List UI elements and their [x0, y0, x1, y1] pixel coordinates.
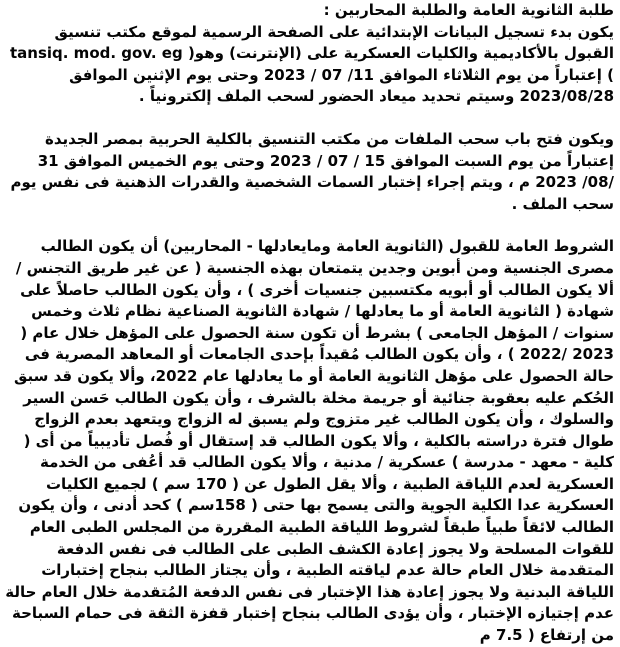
paragraph-spacer — [4, 108, 614, 129]
paragraph-registration: طلبة الثانوية العامة والطلبة المحاربين : يكون بدء تسجيل البيانات الإبتدائية على الصفحة الرسمية لموقع مكتب تنسيق القبول بالأكاديمية والكليات العسكرية على (الإنترنت) وهو( tansiq. mod. gov. eg ) إعتباراً من يوم الثلاثاء الموافق 11/ 07 / 2023 وحتى يوم الإثنين الموافق 2023/08/28 وسيتم تحديد ميعاد الحضور لسحب الملف إلكترونياً . — [9, 1, 614, 106]
paragraph-file-collection: ويكون فتح باب سحب الملفات من مكتب التنسيق بالكلية الحربية بمصر الجديدة إعتباراً من يوم السبت الموافق 15 / 07 / 2023 وحتى يوم الخميس الموافق 31 /08/ 2023 م ، ويتم إجراء إختبار السمات الشخصية والقدرات الذهنية فى نفس يوم سحب الملف . — [10, 129, 614, 213]
paragraph-spacer — [4, 215, 614, 236]
paragraph-admission-conditions: الشروط العامة للقبول (الثانوية العامة ومايعادلها - المحاربين) أن يكون الطالب مصرى الجنسية ومن أبوين وجدين يتمتعان بهذه الجنسية ( عن غير طريق التجنس / ألا يكون الطالب أو أبويه مكتسبين جنسيات أخرى ) ، وأن يكون الطالب حاصلاً على شهادة ( الثانوية العامة أو ما يعادلها / شهادة الثانوية الصناعية نظام ثلاث وخمس سنوات / المؤهل الجامعى ) بشرط أن تكون سنة الحصول على المؤهل خلال عام ( 2023 /2022 ) ، وأن يكون الطالب مُقيداً بإحدى الجامعات أو المعاهد المصرية فى حالة الحصول على مؤهل الثانوية العامة أو ما يعادلها عام 2022، وألا يكون قد سبق الحُكم عليه بعقوبة جنائية أو جريمة مخلة بالشرف ، وأن يكون الطالب حَسن السير والسلوك ، وأن يكون الطالب غير متزوج ولم يسبق له الزواج ويتعهد بعدم الزواج طوال فترة دراسته بالكلية ، وألا يكون الطالب قد إستقال أو فُصل تأديبياً من أى ( كلية - معهد - مدرسة ) عسكرية / مدنية ، وألا يكون الطالب قد أعُفى من الخدمة العسكرية لعدم اللياقة الطبية ، وألا يقل الطول عن ( 170 سم ) لجميع الكليات العسكرية عدا الكلية الجوية والتى يسمح بها حتى ( 158سم ) كحد أدنى ، وأن يكون الطالب لائقاً طبياً طبقاً لشروط اللياقة الطبية المقررة من المجلس الطبى العام للقوات المسلحة ولا يجوز إعادة الكشف الطبى على الطالب فى نفس الدفعة المتقدمة خلال العام حالة عدم لياقته الطبية ، وأن يجتاز الطالب بنجاح إختبارات اللياقة البدنية ولا يجوز إعادة هذا الإختبار فى نفس الدفعة المُتقدمة خلال العام حالة عدم إجتيازه الإختبار ، وأن يؤدى الطالب بنجاح إختبار قفزة الثقة فى حمام السباحة من إرتفاع ( 7.5 م — [5, 237, 614, 645]
